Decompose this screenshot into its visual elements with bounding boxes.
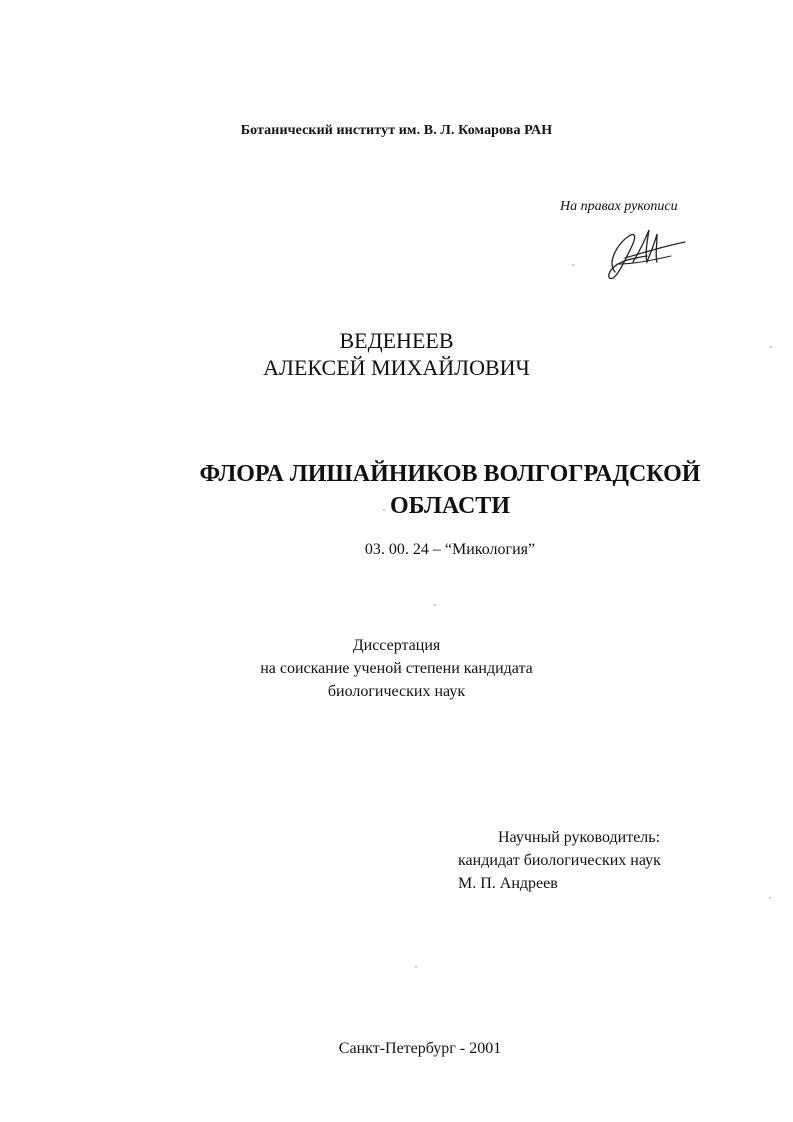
scan-speck [572, 264, 574, 266]
thesis-title-line-2: ОБЛАСТИ [390, 493, 510, 519]
thesis-title-line-1: ФЛОРА ЛИШАЙНИКОВ ВОЛГОГРАДСКОЙ [199, 461, 701, 487]
degree-line-1: Диссертация [352, 637, 441, 654]
scan-speck [383, 509, 385, 511]
author-given-names: АЛЕКСЕЙ МИХАЙЛОВИЧ [263, 355, 530, 380]
supervisor-block [458, 826, 661, 895]
institution-name: Ботанический институт им. В. Л. Комарова РАН [240, 123, 553, 138]
place-and-year: Санкт-Петербург - 2001 [338, 1040, 502, 1057]
scan-speck [434, 604, 436, 606]
manuscript-note: На правах рукописи [560, 199, 678, 214]
scan-speck [415, 966, 417, 968]
scan-speck [769, 897, 771, 899]
author-block [0, 327, 793, 381]
supervisor-degree: кандидат биологических наук [458, 852, 661, 869]
supervisor-name: М. П. Андреев [458, 875, 558, 892]
degree-line-2: на соискание ученой степени кандидата [260, 660, 533, 677]
author-surname: ВЕДЕНЕЕВ [339, 328, 454, 353]
thesis-title [0, 458, 793, 522]
degree-line-3: биологических наук [327, 683, 466, 700]
scan-speck [770, 346, 772, 348]
specialty-code: 03. 00. 24 – “Микология” [364, 541, 536, 558]
degree-block [0, 634, 793, 703]
author-signature [595, 222, 690, 282]
supervisor-heading: Научный руководитель: [498, 829, 661, 846]
